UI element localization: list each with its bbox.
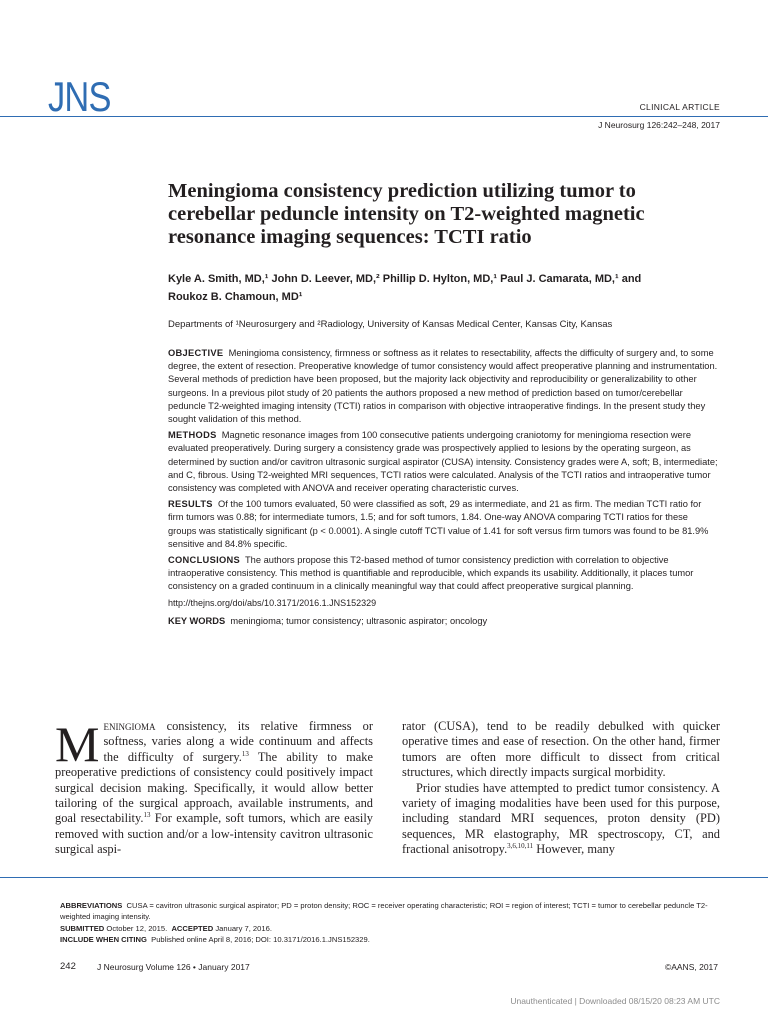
header-rule (0, 116, 768, 117)
author-line: Roukoz B. Chamoun, MD¹ (168, 291, 303, 303)
footnote-heading: ACCEPTED (171, 923, 214, 933)
abstract-objective (168, 347, 718, 426)
body-text: The ability to make preoperative predictions of consistency could positively impact surgical decision making. Specifically, it would allow better tailoring of the surgical approach, available instruments, and goal resectability. (55, 749, 373, 826)
body-paragraph: rator (CUSA), tend to be readily debulked with quicker operative times and ease of resection. On the other hand, firmer tumors are often more difficult to dissect from critical structures, which directly impacts surgical morbidity. (402, 719, 720, 780)
keywords (168, 615, 718, 628)
abstract-text: Meningioma consistency, firmness or softness as it relates to resectability, affects the difficulty of surgery and, to some degree, the extent of resection. Preoperative knowledge of tumor consistency would affect preoperative planning and instrumentation. Several methods of prediction have been proposed, but the majority lack objectivity and reproducibility or generalizability to other surgeons. In a previous pilot study of 20 patients the authors proposed a new method of prediction based on tumor/cerebellar peduncle T2-weighted imaging intensity (TCTI) ratios in comparison with objective intraoperative findings. In the present study they sought validation of this method. (168, 348, 718, 425)
body-column-right (402, 719, 720, 858)
affiliations: Departments of ¹Neurosurgery and ²Radiology, University of Kansas Medical Center, Kansas City, Kansas (168, 319, 613, 330)
abstract-text: Magnetic resonance images from 100 consecutive patients undergoing craniotomy for meningioma resection were evaluated preoperatively. During surgery a consistency grade was prospectively applied to lesions by the operating surgeon, as determined by suction and/or cavitron ultrasonic surgical aspirator (CUSA) intensity. Consistency grades were A, soft; B, intermediate; and C, fibrous. Using T2-weighted MRI sequences, TCTI ratios were calculated. Analysis of the TCTI ratios and intraoperative tumor consistency was completed with ANOVA and receiver operating characteristic curves. (168, 430, 718, 494)
section-heading: METHODS (168, 430, 217, 441)
page-number: 242 (60, 961, 76, 972)
section-heading: CONCLUSIONS (168, 555, 240, 566)
footnote-text: October 12, 2015. (106, 923, 168, 933)
article-title: Meningioma consistency prediction utilizing tumor to cerebellar peduncle intensity on T2-weighted magnetic resonance imaging sequences: TCTI ratio (168, 180, 645, 248)
body-text: However, many (533, 842, 615, 857)
section-heading: RESULTS (168, 499, 213, 510)
abbreviations-note (60, 900, 720, 923)
drop-cap: M (55, 716, 100, 772)
author-list (168, 270, 713, 306)
footnote-heading: ABBREVIATIONS (60, 901, 123, 910)
body-paragraph (55, 716, 374, 858)
footnote-heading: INCLUDE WHEN CITING (60, 935, 147, 945)
dates-note (60, 923, 720, 934)
journal-citation: J Neurosurg 126:242–248, 2017 (598, 120, 720, 130)
abstract-results (168, 498, 718, 551)
footnote-text: CUSA = cavitron ultrasonic surgical aspirator; PD = proton density; ROC = receiver operating characteristic; ROI = region of interest; TCTI = tumor to cerebellar peduncle T2-weighted imaging intensity. (60, 901, 708, 922)
footnote-text: January 7, 2016. (215, 923, 272, 933)
abstract-text: Of the 100 tumors evaluated, 50 were classified as soft, 29 as intermediate, and 21 as firm. The median TCTI ratio for firm tumors was 0.88; for intermediate tumors, 1.5; and for soft tumors, 1.84. One-way ANOVA comparing TCTI ratios for these groups was statistically significant (p < 0.0001). A single cutoff TCTI value of 1.41 for soft versus firm tumors was found to be 81.9% sensitive and 84.8% specific. (168, 499, 709, 549)
citation-ref: 13 (241, 749, 249, 758)
body-text: For example, soft tumors, which are easily removed with suction and/or a low-intensity cavitron ultrasonic surgical aspi- (55, 811, 374, 857)
doi-link[interactable]: http://thejns.org/doi/abs/10.3171/2016.1.JNS152329 (168, 597, 377, 608)
footnote-heading: SUBMITTED (60, 923, 105, 933)
section-heading: KEY WORDS (168, 615, 226, 626)
body-text: Prior studies have attempted to predict tumor consistency. A variety of imaging modalities have been used for this purpose, including standard MRI sequences, proton density (PD) sequences, MR elastography, MR spectroscopy, CT, and fractional anisotropy. (402, 780, 720, 857)
article-type-label: CLINICAL ARTICLE (639, 102, 720, 112)
keywords-text: meningioma; tumor consistency; ultrasonic aspirator; oncology (230, 615, 488, 626)
journal-issue: J Neurosurg Volume 126 • January 2017 (97, 962, 250, 972)
section-heading: OBJECTIVE (168, 348, 224, 358)
journal-logo: JNS (48, 73, 111, 120)
abstract (168, 347, 718, 631)
author-line: Kyle A. Smith, MD,¹ John D. Leever, MD,² Phillip D. Hylton, MD,¹ Paul J. Camarata, MD,¹ and (168, 273, 642, 285)
citation-ref: 3,6,10,11 (507, 842, 534, 851)
abstract-conclusions (168, 554, 718, 594)
footnotes (60, 900, 720, 946)
body-column-left (55, 716, 374, 858)
abstract-methods (168, 429, 718, 495)
abstract-text: The authors propose this T2-based method of tumor consistency prediction with correlation to objective intraoperative consistency. This method is quantifiable and reproducible, which expands its usability. Additionally, it places tumor consistency on a graded continuum in a clinically meaningful way that could affect preoperative surgical planning. (168, 555, 694, 592)
footnote-text: Published online April 8, 2016; DOI: 10.3171/2016.1.JNS152329. (151, 935, 370, 945)
citing-note (60, 934, 720, 945)
download-note: Unauthenticated | Downloaded 08/15/20 08:23 AM UTC (510, 996, 720, 1006)
citation-ref: 13 (143, 811, 151, 820)
copyright: ©AANS, 2017 (664, 962, 718, 972)
body-text: consistency, its relative firmness or softness, varies along a wide continuum and affects the difficulty of surgery. (103, 719, 373, 764)
footnote-rule (0, 877, 768, 878)
body-paragraph (402, 781, 720, 858)
smallcaps-word: eningioma (103, 719, 156, 733)
